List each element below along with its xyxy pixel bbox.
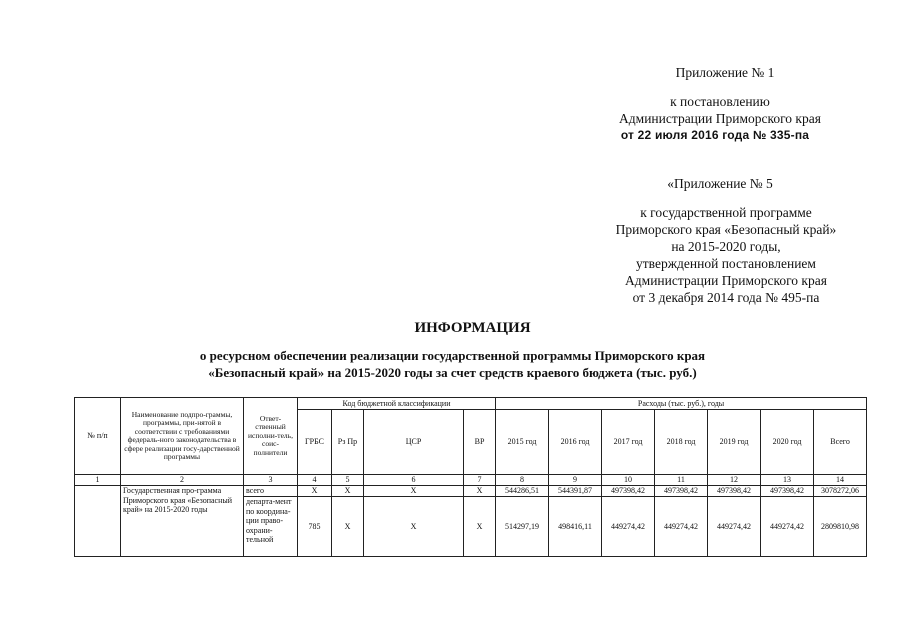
header-name: Наименование подпро-граммы, программы, при-нятой в соответствии с требованиями федераль-ного законодательства в сфере реализации госу-дарственной программы <box>121 398 244 475</box>
appendix1-block <box>600 64 840 144</box>
csr-cell: Х <box>364 497 464 557</box>
vr-cell: Х <box>464 486 496 497</box>
value-2017: 449274,42 <box>602 497 655 557</box>
grbs-cell: Х <box>298 486 332 497</box>
appendix1-line3: Администрации Приморского края <box>619 111 821 126</box>
header-expenses: Расходы (тыс. руб.), годы <box>496 398 867 410</box>
value-2019: 449274,42 <box>708 497 761 557</box>
grbs-cell: 785 <box>298 497 332 557</box>
col-number: 11 <box>655 475 708 486</box>
col-number: 3 <box>244 475 298 486</box>
col-number: 9 <box>549 475 602 486</box>
program-name: Государственная про-грамма Приморского края «Безопасный край» на 2015-2020 годы <box>121 486 244 557</box>
header-2020: 2020 год <box>761 410 814 475</box>
col-number: 5 <box>332 475 364 486</box>
csr-cell: Х <box>364 486 464 497</box>
col-number: 2 <box>121 475 244 486</box>
header-vr: ВР <box>464 410 496 475</box>
appendix5-block <box>596 175 856 306</box>
value-2015: 544286,51 <box>496 486 549 497</box>
rzpr-cell: Х <box>332 486 364 497</box>
vr-cell: Х <box>464 497 496 557</box>
doc-title: ИНФОРМАЦИЯ <box>414 320 531 336</box>
appendix5-line5: утвержденной постановлением <box>636 256 816 271</box>
appendix5-line3: Приморского края «Безопасный край» <box>615 222 837 237</box>
appendix5-line6: Администрации Приморского края <box>625 273 827 288</box>
col-number: 7 <box>464 475 496 486</box>
appendix5-line7: от 3 декабря 2014 года № 495-па <box>632 290 820 305</box>
col-number: 13 <box>761 475 814 486</box>
header-responsible: Ответ-ственный исполни-тель, соис-полнители <box>244 398 298 475</box>
header-2015: 2015 год <box>496 410 549 475</box>
value-total: 3078272,06 <box>814 486 867 497</box>
header-2017: 2017 год <box>602 410 655 475</box>
header-csr: ЦСР <box>364 410 464 475</box>
header-num: № п/п <box>75 398 121 475</box>
value-2020: 497398,42 <box>761 486 814 497</box>
appendix1-line2: к постановлению <box>670 94 770 109</box>
col-number: 4 <box>298 475 332 486</box>
appendix5-line4: на 2015-2020 годы, <box>671 239 781 254</box>
value-2015: 514297,19 <box>496 497 549 557</box>
column-numbers-row <box>75 475 867 486</box>
value-2018: 497398,42 <box>655 486 708 497</box>
responsible: департа-мент по координа-ции право-охрани-тельной <box>244 497 298 557</box>
col-number: 8 <box>496 475 549 486</box>
header-grbs: ГРБС <box>298 410 332 475</box>
value-2016: 544391,87 <box>549 486 602 497</box>
value-2017: 497398,42 <box>602 486 655 497</box>
doc-subtitle-1: о ресурсном обеспечении реализации государственной программы Приморского края <box>199 348 706 363</box>
responsible: всего <box>244 486 298 497</box>
header-total: Всего <box>814 410 867 475</box>
header-2016: 2016 год <box>549 410 602 475</box>
appendix5-title: «Приложение № 5 <box>667 176 773 191</box>
table-row <box>75 486 867 497</box>
value-total: 2809810,98 <box>814 497 867 557</box>
value-2016: 498416,11 <box>549 497 602 557</box>
col-number: 6 <box>364 475 464 486</box>
col-number: 10 <box>602 475 655 486</box>
value-2019: 497398,42 <box>708 486 761 497</box>
col-number: 14 <box>814 475 867 486</box>
header-budget-code: Код бюджетной классификации <box>298 398 496 410</box>
rzpr-cell: Х <box>332 497 364 557</box>
col-number: 1 <box>75 475 121 486</box>
header-2018: 2018 год <box>655 410 708 475</box>
appendix1-title: Приложение № 1 <box>675 65 775 80</box>
value-2018: 449274,42 <box>655 497 708 557</box>
appendix1-date: от 22 июля 2016 года № 335-па <box>620 128 810 142</box>
doc-subtitle-2: «Безопасный край» на 2015-2020 годы за счет средств краевого бюджета (тыс. руб.) <box>208 365 697 380</box>
header-rzpr: Рз Пр <box>332 410 364 475</box>
col-number: 12 <box>708 475 761 486</box>
appendix5-line2: к государственной программе <box>640 205 812 220</box>
header-2019: 2019 год <box>708 410 761 475</box>
resource-table <box>74 397 867 557</box>
value-2020: 449274,42 <box>761 497 814 557</box>
